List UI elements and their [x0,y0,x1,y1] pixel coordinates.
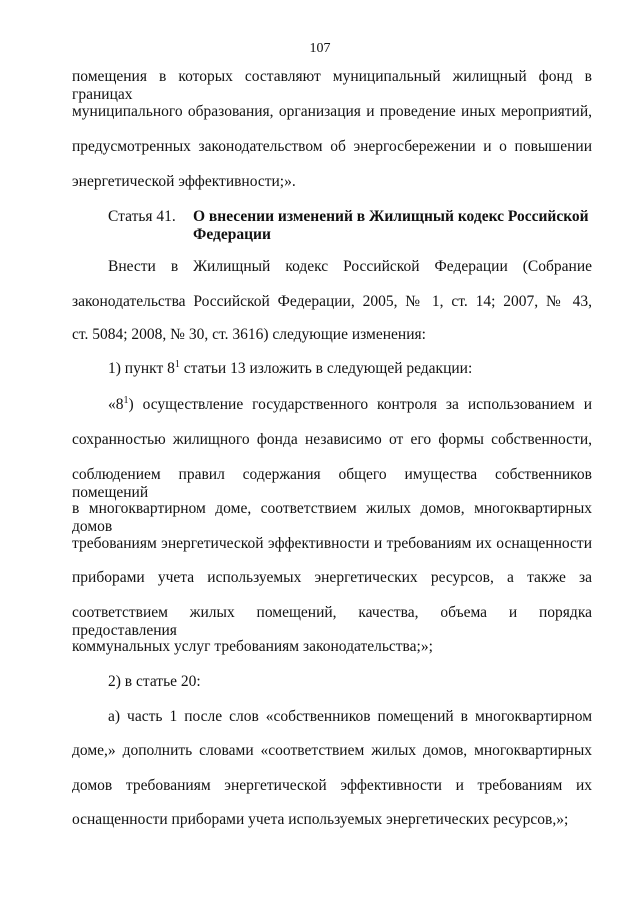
list-item-2: 2) в статье 20: [108,673,201,690]
article-title: О внесении изменений в Жилищный кодекс Российской Федерации [193,208,589,243]
quote-line: приборами учета используемых энергетических ресурсов, а также за [72,569,592,586]
quote-line: в многоквартирном доме, соответствием жилых домов, многоквартирных домов [72,500,592,535]
sub-item-line: доме,» дополнить словами «соответствием жилых домов, многоквартирных [72,742,592,759]
paragraph-line: муниципального образования, организация и проведение иных мероприятий, [72,103,592,120]
paragraph-line: ст. 5084; 2008, № 30, ст. 3616) следующие изменения: [72,326,426,343]
list-item-1 [108,360,592,378]
paragraph-line: энергетической эффективности;». [72,173,296,190]
quote-line: соответствием жилых помещений, качества, объема и порядка предоставления [72,604,592,639]
quote-line: коммунальных услуг требованиям законодательства;»; [72,638,433,655]
superscript: 1 [174,358,180,370]
superscript: 1 [123,394,129,406]
quote-first-line [108,396,592,414]
item-text: статьи 13 изложить в следующей редакции: [179,360,473,377]
sub-item-line: оснащенности приборами учета используемых энергетических ресурсов,»; [72,811,569,828]
quote-text: ) осуществление государственного контроля за использованием и [128,396,592,413]
quote-line: соблюдением правил содержания общего имущества собственников помещений [72,466,592,501]
paragraph-line: законодательства Российской Федерации, 2005, № 1, ст. 14; 2007, № 43, [72,293,592,310]
paragraph-line: Внести в Жилищный кодекс Российской Федерации (Собрание [108,258,592,275]
paragraph-line: предусмотренных законодательством об энергосбережении и о повышении [72,138,592,155]
article-label: Статья 41. [108,208,176,225]
page-number: 107 [309,41,331,56]
quote-line: сохранностью жилищного фонда независимо от его формы собственности, [72,431,592,448]
quote-line: требованиям энергетической эффективности и требованиям их оснащенности [72,535,592,552]
sub-item-line: домов требованиям энергетической эффективности и требованиям их [72,777,592,794]
item-text: 1) пункт 8 [108,360,175,377]
sub-item-line: а) часть 1 после слов «собственников помещений в многоквартирном [108,708,592,725]
paragraph-line: помещения в которых составляют муниципальный жилищный фонд в границах [72,68,592,103]
quote-text: «8 [108,396,124,413]
